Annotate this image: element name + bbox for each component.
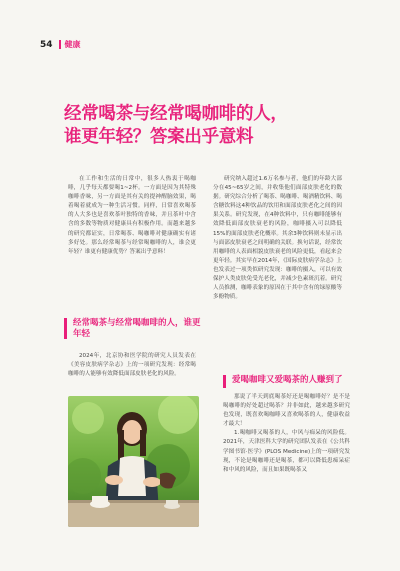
section2-paragraph-1: 那说了半天到底喝茶好还是喝咖啡好？是不是喝咖啡的好处超过喝茶？并非如此，越来越多研究也发现，既喜欢喝咖啡又喜欢喝茶的人，健康收益才最大！ xyxy=(223,394,350,428)
page-header xyxy=(40,39,81,50)
section2-heading-text: 爱喝咖啡又爱喝茶的人赚到了 xyxy=(232,375,343,385)
header-divider xyxy=(59,40,61,49)
woman-drinking-tea-photo xyxy=(68,396,199,527)
section2-paragraph-2: 1.喝咖啡又喝茶的人，中风与痴呆的风险低。2021年，天津医科大学的研究团队发表在《公共科学图书馆·医学》(PLOS Medicine)上的一项研究发现，不论是喝咖啡还是喝茶，都可以降低患痴呆症和中风的风险，而且如果既喝茶又 xyxy=(223,430,350,473)
heading-accent-bar xyxy=(64,318,67,339)
right-column-paragraph: 研究纳入超过1.6万名参与者，他们的年龄大部分在45~65岁之间，并收集他们面部皮肤老化的数据。研究综合分析了喝茶、喝咖啡、喝酒精饮料、喝含糖饮料这4种饮品的饮用和面部皮肤老化之间的因果关系。研究发现，在4种饮料中，只有咖啡能够有效降低面部皮肤衰老的风险，咖啡摄入可以降低15%的面部皮肤老化概率。其余3种饮料则未显示出与面部皮肤衰老之间明确的关联。换句话说，经常饮用咖啡的人表面相貌皮肤衰老的风险更低，看起来会更年轻。其实早在2014年，《国际皮肤病学杂志》上也发表过一项类似研究发现：咖啡的摄入，可以有效保护人类皮肤免受光老化，并减少色素斑沉着。研究人员推测，咖啡表象的原因在于其中含有的绿原酸等多酚物质。 xyxy=(213,176,342,301)
section-label: 健康 xyxy=(64,40,81,49)
page-number: 54 xyxy=(40,39,53,50)
section1-paragraph: 2024年，北京协和医学院的研究人员发表在《美容皮肤病学杂志》上的一项研究发现：经常喝咖啡的人能够有效降低面部皮肤老化的风险。 xyxy=(68,353,196,378)
section1-heading-text: 经常喝茶与经常喝咖啡的人，谁更年轻 xyxy=(73,318,201,339)
section2-heading xyxy=(223,375,363,388)
article-title xyxy=(64,103,364,149)
right-column xyxy=(213,175,342,302)
section1-body xyxy=(68,352,196,379)
title-line-1: 经常喝茶与经常喝咖啡的人， xyxy=(64,104,288,124)
section1-heading xyxy=(64,318,204,340)
heading-accent-bar xyxy=(223,375,226,388)
title-line-2: 谁更年轻？答案出乎意料 xyxy=(64,127,254,147)
intro-column xyxy=(68,175,196,257)
section2-body xyxy=(223,393,350,475)
intro-paragraph: 在工作和生活的日常中，很多人热衷于喝咖啡，几乎每天都要喝1~2杯。一方面是因为其特殊咖啡香味，另一方面是其有关的提神醒脑效果，喝着喝着就成为一种生活习惯。同样，日常喜欢喝茶的人大多也是喜欢茶叶独特的香味，并且茶叶中含含的多数等物质对健康具有积极作用。而越来越多的研究都证实，日常喝茶、喝咖啡对健康确实有诸多好处。那么经常喝茶与经常喝咖啡的人，谁会更年轻？谁更有健康优势？答案出乎意料！ xyxy=(68,176,196,255)
